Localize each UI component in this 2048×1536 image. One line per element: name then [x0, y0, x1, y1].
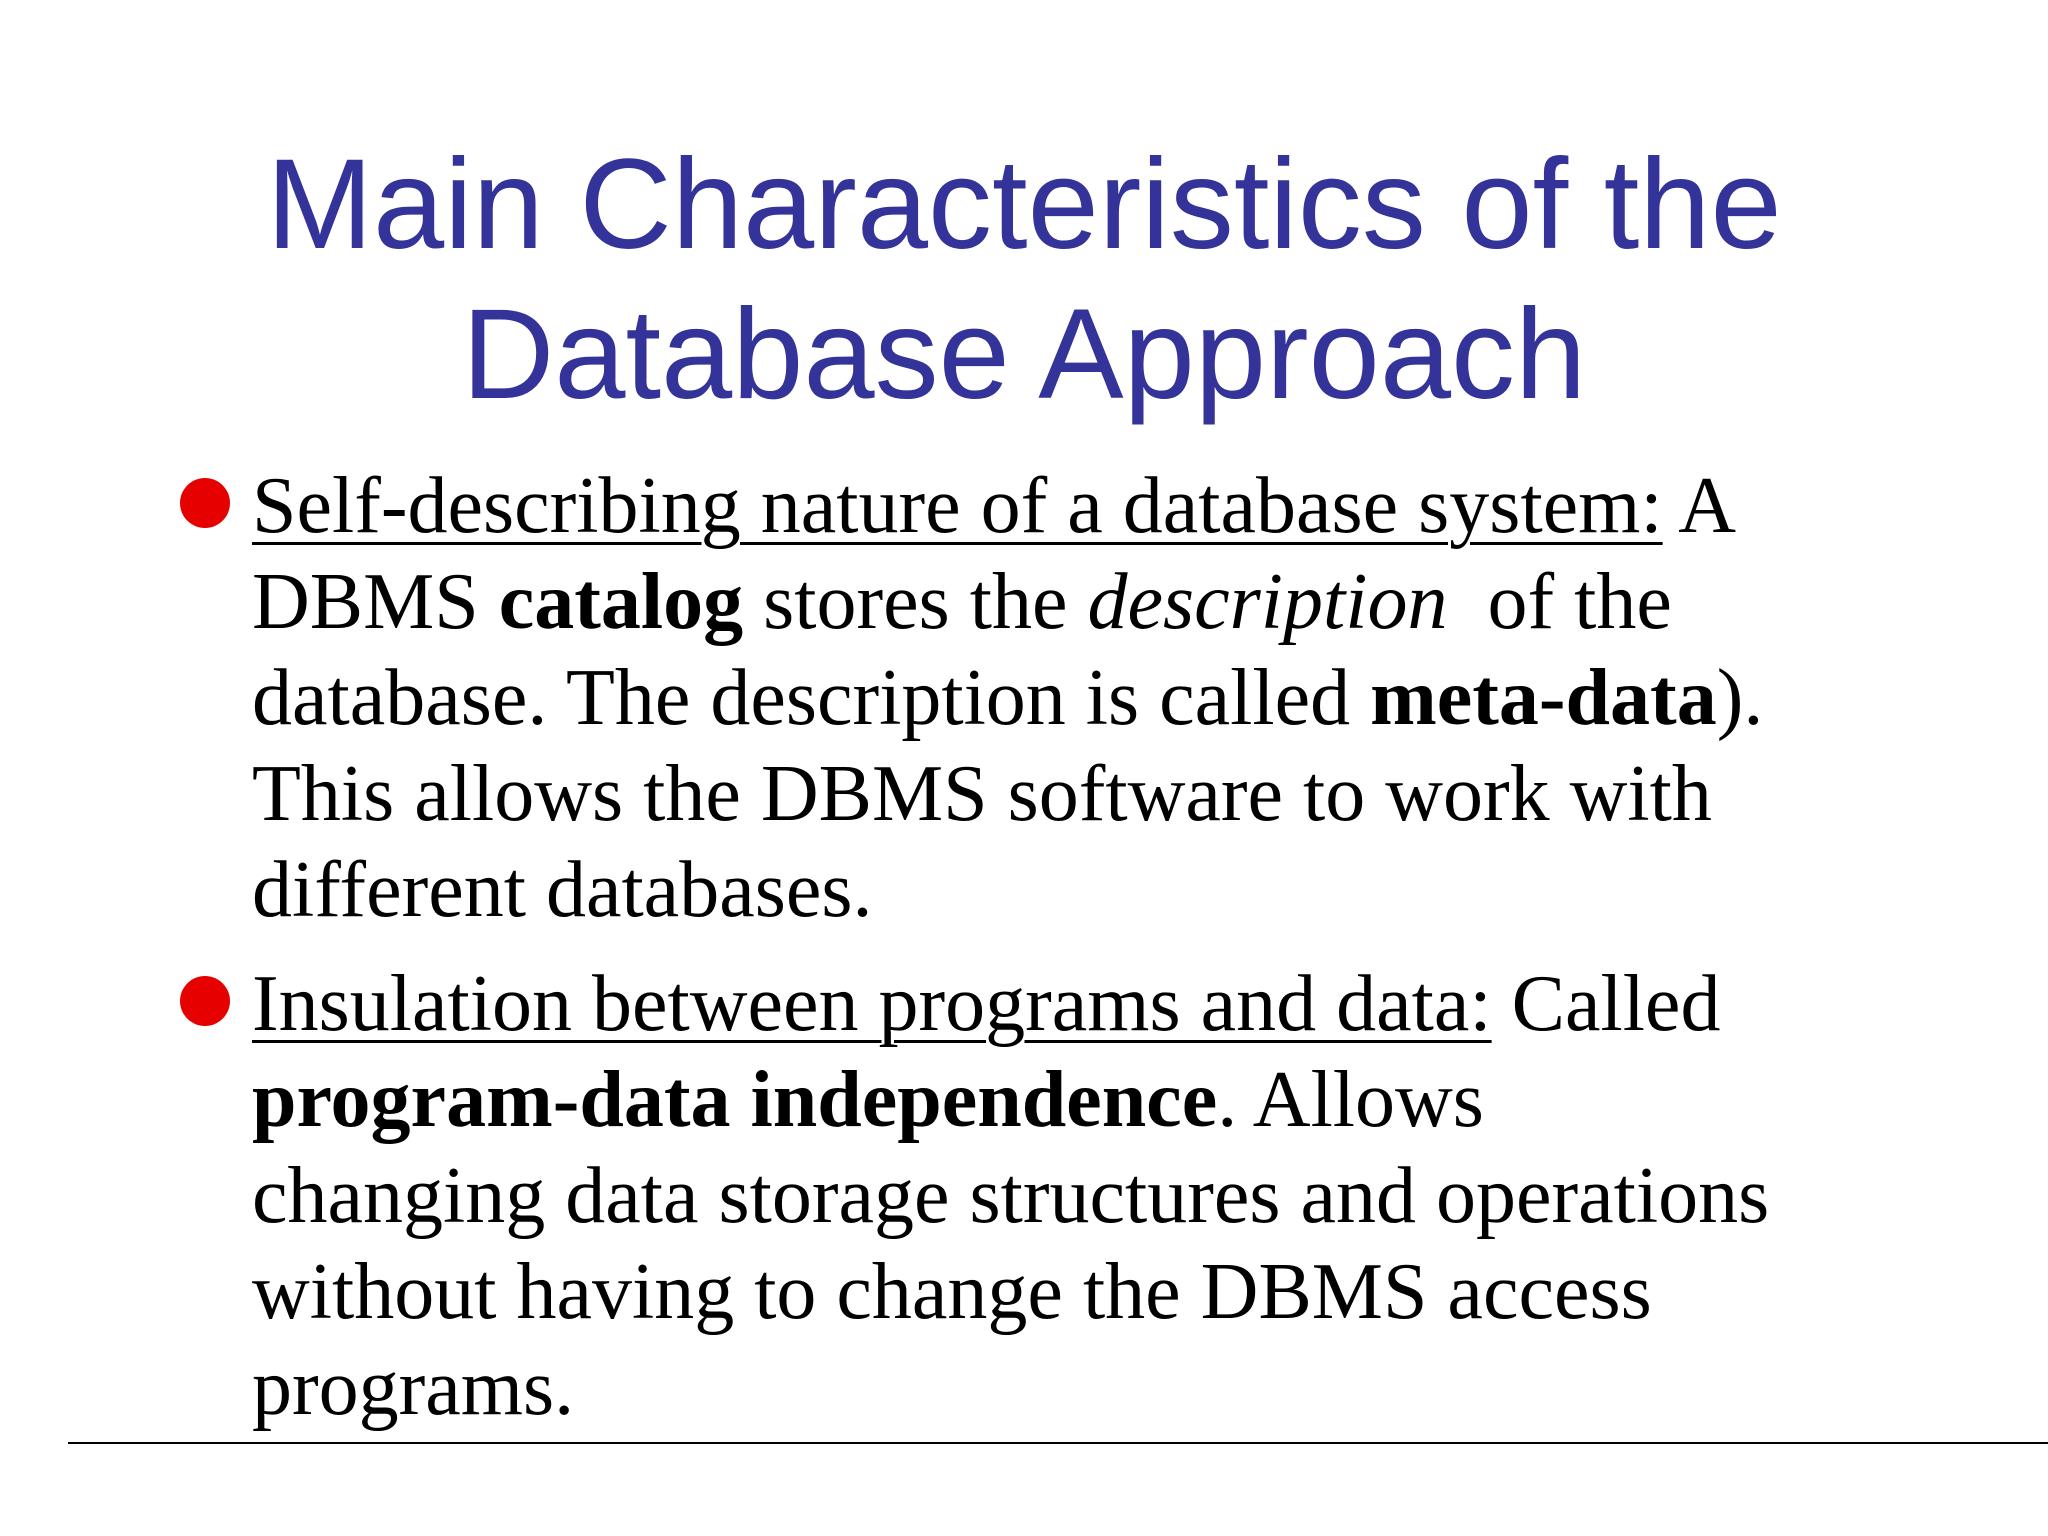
title-line-2: Database Approach — [461, 283, 1587, 426]
bullet-1-catalog-term: catalog — [498, 558, 744, 646]
slide-title — [0, 130, 2048, 430]
bullet-dot-icon — [180, 976, 230, 1026]
bullet-2-independence-term: program-data independence — [252, 1056, 1218, 1144]
bullet-2-line-2 — [252, 1052, 1812, 1148]
bullet-1-line-1 — [252, 458, 1812, 554]
bullet-1-line-1-rest: A — [1662, 462, 1736, 550]
bullet-1-line-2-c: of the — [1447, 558, 1672, 646]
bullet-item-self-describing — [252, 458, 1812, 938]
bullet-2-line-1 — [252, 956, 1812, 1052]
bullet-1-line-2 — [252, 554, 1812, 650]
bullet-1-line-3 — [252, 650, 1812, 746]
bullet-1-description-term: description — [1087, 558, 1448, 646]
bullet-2-line-3: changing data storage structures and operations — [252, 1152, 1770, 1240]
bullet-1-line-2-a: DBMS — [252, 558, 499, 646]
bullet-2-line-2-a: . Allows — [1217, 1056, 1484, 1144]
bullet-1-heading: Self-describing nature of a database system: — [252, 462, 1663, 550]
bullet-2-heading: Insulation between programs and data: — [252, 960, 1492, 1048]
bullet-1-line-2-b: stores the — [743, 558, 1088, 646]
bullet-dot-icon — [180, 478, 230, 528]
bullet-1-line-5: different databases. — [252, 846, 873, 934]
bullet-1-line-3-b: ). — [1716, 654, 1764, 742]
bullet-2-line-5: programs. — [252, 1344, 575, 1432]
bullet-1-meta-data-term: meta-data — [1370, 654, 1717, 742]
bullet-item-insulation — [252, 956, 1812, 1436]
title-line-1: Main Characteristics of the — [266, 133, 1782, 276]
footer-divider — [68, 1442, 2048, 1444]
bullet-1-line-3-a: database. The description is called — [252, 654, 1371, 742]
bullet-2-line-4: without having to change the DBMS access — [252, 1248, 1652, 1336]
bullet-2-line-1-rest: Called — [1491, 960, 1721, 1048]
bullet-1-line-4: This allows the DBMS software to work with — [252, 750, 1712, 838]
